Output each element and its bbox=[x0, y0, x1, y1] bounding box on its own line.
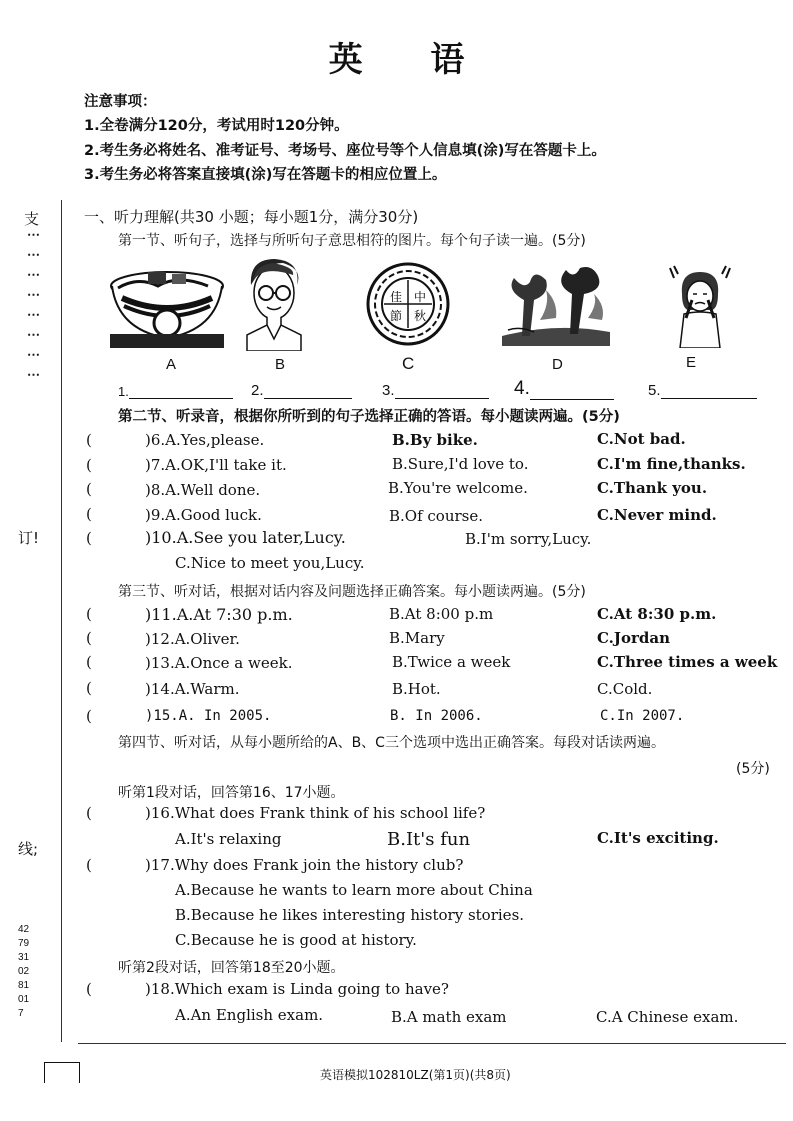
margin-ding: 订! bbox=[18, 529, 40, 547]
notice-heading: 注意事项： bbox=[84, 94, 157, 110]
part1-title: 一、听力理解(共30 小题；每小题1分，满分30分) bbox=[84, 208, 419, 226]
q9-option-a: )9.A.Good luck. bbox=[145, 506, 262, 524]
picture-label-d: D bbox=[552, 356, 563, 373]
q18-option-a: A.An English exam. bbox=[175, 1006, 324, 1024]
q14-option-a: )14.A.Warm. bbox=[145, 680, 240, 698]
q11-option-b: B.At 8:00 p.m bbox=[389, 605, 494, 623]
answer-paren-10[interactable]: ( bbox=[86, 529, 92, 547]
q13-option-b: B.Twice a week bbox=[392, 653, 511, 671]
dialog1-instruction: 听第1段对话，回答第16、17小题。 bbox=[118, 785, 345, 801]
notice-item-1: 1.全卷满分120分，考试用时120分钟。 bbox=[84, 118, 349, 134]
blank-5[interactable]: 5. bbox=[648, 382, 757, 399]
q16-stem: )16.What does Frank think of his school life? bbox=[145, 804, 486, 822]
q17-option-b: B.Because he likes interesting history stories. bbox=[175, 906, 525, 924]
q16-option-a: A.It's relaxing bbox=[175, 830, 282, 848]
margin-zhi: 支 bbox=[24, 210, 40, 228]
answer-paren-9[interactable]: ( bbox=[86, 505, 92, 523]
answer-paren-18[interactable]: ( bbox=[86, 980, 92, 998]
q18-option-c: C.A Chinese exam. bbox=[596, 1008, 739, 1026]
binding-line bbox=[61, 200, 62, 1042]
q13-option-c: C.Three times a week bbox=[597, 653, 778, 671]
q17-stem: )17.Why does Frank join the history club? bbox=[145, 856, 464, 874]
q10-option-b: B.I'm sorry,Lucy. bbox=[465, 530, 592, 548]
blank-1[interactable]: 1. bbox=[118, 384, 233, 399]
blank-3[interactable]: 3. bbox=[382, 382, 489, 399]
q13-option-a: )13.A.Once a week. bbox=[145, 654, 293, 672]
sec1-title: 第一节、听句子，选择与所听句子意思相符的图片。每个句子读一遍。(5分) bbox=[118, 233, 586, 249]
q16-option-c: C.It's exciting. bbox=[597, 829, 719, 847]
picture-label-c: C bbox=[402, 354, 415, 373]
q8-option-b: B.You're welcome. bbox=[388, 479, 528, 497]
answer-paren-16[interactable]: ( bbox=[86, 804, 92, 822]
corner-mark bbox=[44, 1062, 80, 1083]
q18-option-b: B.A math exam bbox=[391, 1008, 507, 1026]
q7-option-b: B.Sure,I'd love to. bbox=[392, 455, 529, 473]
answer-paren-8[interactable]: ( bbox=[86, 480, 92, 498]
blank-2[interactable]: 2. bbox=[251, 382, 352, 399]
answer-paren-7[interactable]: ( bbox=[86, 456, 92, 474]
margin-xian: 线; bbox=[18, 840, 39, 858]
q8-option-c: C.Thank you. bbox=[597, 479, 708, 497]
svg-text:節: 節 bbox=[389, 309, 403, 323]
q11-option-c: C.At 8:30 p.m. bbox=[597, 605, 717, 623]
q10-option-a: )10.A.See you later,Lucy. bbox=[145, 528, 346, 547]
sec2-title: 第二节、听录音，根据你所听到的句子选择正确的答语。每小题读两遍。(5分) bbox=[118, 409, 620, 425]
answer-paren-14[interactable]: ( bbox=[86, 679, 92, 697]
notice-item-2: 2.考生务必将姓名、准考证号、考场号、座位号等个人信息填(涂)写在答题卡上。 bbox=[84, 143, 606, 159]
q6-option-a: )6.A.Yes,please. bbox=[145, 431, 265, 449]
svg-text:佳: 佳 bbox=[389, 290, 403, 304]
svg-text:秋: 秋 bbox=[413, 309, 427, 323]
answer-paren-12[interactable]: ( bbox=[86, 629, 92, 647]
footer-rule bbox=[78, 1043, 786, 1044]
picture-label-e: E bbox=[686, 354, 697, 371]
noodle-bowl-picture bbox=[108, 268, 226, 350]
sick-girl-picture bbox=[668, 264, 732, 348]
q6-option-c: C.Not bad. bbox=[597, 430, 686, 448]
q14-option-c: C.Cold. bbox=[597, 680, 653, 698]
q17-option-a: A.Because he wants to learn more about China bbox=[175, 881, 533, 899]
q17-option-c: C.Because he is good at history. bbox=[175, 931, 417, 949]
page-title: 英 语 bbox=[328, 40, 493, 80]
picture-label-b: B bbox=[275, 356, 286, 373]
margin-dots: ⋯ ⋯ ⋯ ⋯ ⋯ ⋯ ⋯ ⋯ bbox=[27, 228, 40, 383]
q15-option-b: B. In 2006. bbox=[390, 708, 483, 724]
answer-paren-13[interactable]: ( bbox=[86, 653, 92, 671]
boy-with-glasses-picture bbox=[243, 255, 305, 351]
page-footer: 英语模拟102810LZ(第1页)(共8页) bbox=[320, 1068, 511, 1082]
answer-paren-17[interactable]: ( bbox=[86, 856, 92, 874]
q15-option-a: )15.A. In 2005. bbox=[145, 708, 272, 724]
q12-option-a: )12.A.Oliver. bbox=[145, 630, 240, 648]
svg-text:中: 中 bbox=[413, 290, 427, 304]
answer-paren-15[interactable]: ( bbox=[86, 707, 92, 725]
q8-option-a: )8.A.Well done. bbox=[145, 481, 261, 499]
q16-option-b: B.It's fun bbox=[387, 829, 471, 850]
q18-stem: )18.Which exam is Linda going to have? bbox=[145, 980, 449, 998]
q9-option-b: B.Of course. bbox=[389, 507, 484, 525]
notice-item-3: 3.考生务必将答案直接填(涂)写在答题卡的相应位置上。 bbox=[84, 167, 447, 183]
dialog2-instruction: 听第2段对话，回答第18至20小题。 bbox=[118, 960, 345, 976]
margin-codes: 42 79 31 02 81 01 7 bbox=[18, 924, 30, 1019]
q14-option-b: B.Hot. bbox=[392, 680, 441, 698]
q9-option-c: C.Never mind. bbox=[597, 506, 717, 524]
answer-paren-11[interactable]: ( bbox=[86, 605, 92, 623]
q7-option-a: )7.A.OK,I'll take it. bbox=[145, 456, 287, 474]
wildfire-trees-picture bbox=[500, 260, 612, 346]
q11-option-a: )11.A.At 7:30 p.m. bbox=[145, 605, 293, 624]
sec4-score: (5分) bbox=[736, 761, 770, 777]
mooncake-picture bbox=[363, 262, 453, 346]
q12-option-c: C.Jordan bbox=[597, 629, 671, 647]
q7-option-c: C.I'm fine,thanks. bbox=[597, 455, 746, 473]
q12-option-b: B.Mary bbox=[389, 629, 445, 647]
q10-option-c: C.Nice to meet you,Lucy. bbox=[175, 554, 365, 572]
q15-option-c: C.In 2007. bbox=[600, 708, 685, 724]
answer-paren-6[interactable]: ( bbox=[86, 431, 92, 449]
q6-option-b: B.By bike. bbox=[392, 431, 478, 449]
sec4-title: 第四节、听对话，从每小题所给的A、B、C三个选项中选出正确答案。每段对话读两遍。 bbox=[118, 735, 665, 751]
picture-label-a: A bbox=[166, 356, 177, 373]
blank-4[interactable]: 4. bbox=[514, 378, 614, 400]
sec3-title: 第三节、听对话，根据对话内容及问题选择正确答案。每小题读两遍。(5分) bbox=[118, 584, 586, 600]
